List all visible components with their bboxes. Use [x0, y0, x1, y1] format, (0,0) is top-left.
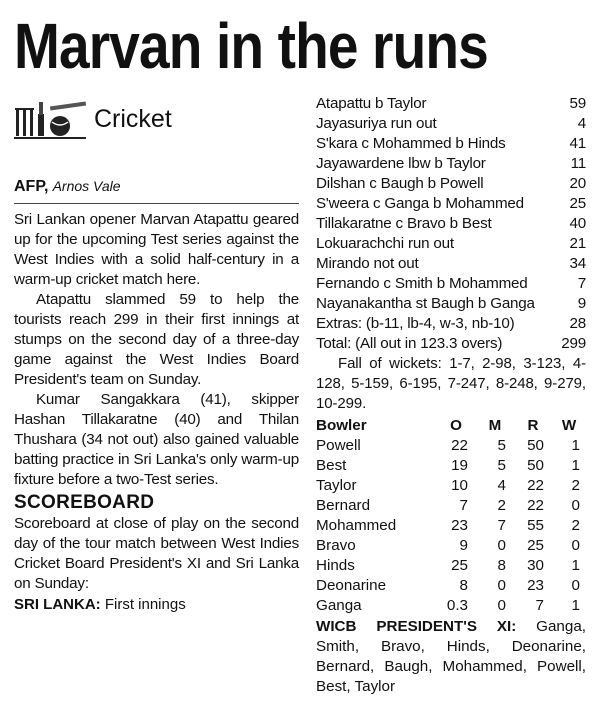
bowling-stat: 2 [497, 497, 506, 514]
batting-entry: S'kara c Mohammed b Hinds [316, 135, 506, 152]
batting-runs: 4 [577, 115, 586, 132]
bowling-stat: 22 [451, 437, 468, 454]
bowling-stat: 8 [459, 577, 468, 594]
bowling-stat: 5 [497, 437, 506, 454]
bowling-stat: 7 [459, 497, 468, 514]
bowling-stat: 10 [451, 477, 468, 494]
bowling-header-cell: Bowler [316, 417, 367, 434]
innings-team: SRI LANKA: [14, 596, 101, 613]
bowling-stat: 7 [535, 597, 544, 614]
fall-of-wickets-text: 1-7, 2-98, 3-123, 4-128, 5-159, 6-195, 7-247, 8-248, 9-279, 10-299. [316, 355, 586, 412]
batting-entry: Fernando c Smith b Mohammed [316, 275, 528, 292]
headline: Marvan in the runs [14, 10, 488, 82]
bowling-row [316, 496, 586, 516]
bowling-stat: 25 [451, 557, 468, 574]
bowling-stat: 0 [497, 597, 506, 614]
byline-location: Arnos Vale [52, 178, 121, 194]
batting-row [316, 194, 586, 214]
batting-runs: 7 [577, 275, 586, 292]
bowler-name: Bernard [316, 497, 371, 514]
batting-entry: Dilshan c Baugh b Powell [316, 175, 484, 192]
bowling-row [316, 436, 586, 456]
batting-row [316, 214, 586, 234]
batting-runs: 40 [569, 215, 586, 232]
bowling-row [316, 536, 586, 556]
bowler-name: Powell [316, 437, 361, 454]
innings-heading [14, 595, 299, 615]
scorecard-column [316, 94, 586, 697]
batting-list [316, 94, 586, 354]
batting-entry: Lokuarachchi run out [316, 235, 454, 252]
batting-entry: Extras: (b-11, lb-4, w-3, nb-10) [316, 315, 515, 332]
batting-row [316, 254, 586, 274]
bowling-stat: 2 [571, 517, 580, 534]
bowling-header-cell: O [450, 417, 462, 434]
bowling-stat: 7 [497, 517, 506, 534]
bowling-stat: 1 [571, 597, 580, 614]
bowling-table [316, 416, 586, 616]
bowling-stat: 0 [571, 537, 580, 554]
batting-entry: S'weera c Ganga b Mohammed [316, 195, 524, 212]
bowling-stat: 22 [527, 477, 544, 494]
bowling-stat: 0.3 [446, 597, 468, 614]
article-paragraph: Sri Lankan opener Marvan Atapattu geared up for the upcoming Test series against the West Indies with a solid half-century in a warm-up cricket match here. [14, 211, 299, 288]
bowling-stat: 30 [527, 557, 544, 574]
bowling-row [316, 596, 586, 616]
batting-entry: Atapattu b Taylor [316, 95, 427, 112]
bowler-name: Deonarine [316, 577, 387, 594]
wicb-xi [316, 617, 586, 697]
batting-entry: Nayanakantha st Baugh b Ganga [316, 295, 535, 312]
bowling-stat: 23 [451, 517, 468, 534]
batting-row [316, 154, 586, 174]
bowling-header-cell: W [561, 417, 577, 434]
bowling-stat: 22 [527, 497, 544, 514]
divider [14, 203, 299, 204]
byline-agency: AFP, [14, 178, 49, 195]
batting-runs: 25 [569, 195, 586, 212]
bowling-stat: 0 [571, 577, 580, 594]
wicb-xi-players: Ganga, Smith, Bravo, Hinds, Deonarine, Bernard, Baugh, Mohammed, Powell, Best, Taylor [316, 618, 586, 695]
bowling-stat: 0 [571, 497, 580, 514]
batting-row [316, 314, 586, 334]
bowling-stat: 5 [497, 457, 506, 474]
bowling-row [316, 556, 586, 576]
fall-of-wickets [316, 354, 586, 414]
batting-runs: 11 [570, 155, 586, 172]
wicb-xi-label: WICB PRESIDENT'S XI: [316, 618, 517, 635]
cricket-logo-icon [14, 100, 88, 140]
batting-entry: Tillakaratne c Bravo b Best [316, 215, 492, 232]
batting-runs: 20 [569, 175, 586, 192]
batting-runs: 34 [569, 255, 586, 272]
batting-runs: 28 [569, 315, 586, 332]
article-column [14, 96, 299, 615]
bowling-stat: 50 [527, 457, 544, 474]
batting-runs: 299 [561, 335, 586, 352]
section-label: Cricket [94, 105, 172, 133]
byline [14, 176, 299, 197]
batting-entry: Total: (All out in 123.3 overs) [316, 335, 503, 352]
scoreboard-heading: SCOREBOARD [14, 492, 155, 513]
bowling-stat: 0 [497, 577, 506, 594]
bowler-name: Taylor [316, 477, 357, 494]
bowling-row [316, 576, 586, 596]
bowling-row [316, 516, 586, 536]
bowling-stat: 1 [571, 557, 580, 574]
bowling-stat: 4 [497, 477, 506, 494]
scoreboard-intro: Scoreboard at close of play on the second day of the tour match between West Indies Cricket Board President's XI and Sri Lanka on Sunday: [14, 515, 299, 592]
bowling-stat: 55 [527, 517, 544, 534]
batting-runs: 9 [577, 295, 586, 312]
batting-entry: Mirando not out [316, 255, 419, 272]
bowler-name: Best [316, 457, 347, 474]
bowling-stat: 0 [497, 537, 506, 554]
batting-runs: 41 [569, 135, 586, 152]
bowling-header-row [316, 416, 586, 436]
bowling-body [316, 436, 586, 616]
innings-label: First innings [104, 596, 186, 613]
batting-row [316, 114, 586, 134]
bowling-header-cell: R [527, 417, 539, 434]
bowling-row [316, 476, 586, 496]
batting-row [316, 294, 586, 314]
bowling-stat: 1 [571, 457, 580, 474]
batting-row [316, 274, 586, 294]
bowling-stat: 2 [571, 477, 580, 494]
bowling-stat: 23 [527, 577, 544, 594]
fall-of-wickets-label: Fall of wickets: [338, 355, 442, 372]
bowling-stat: 50 [527, 437, 544, 454]
bowling-stat: 19 [451, 457, 468, 474]
bowler-name: Bravo [316, 537, 356, 554]
batting-entry: Jayasuriya run out [316, 115, 437, 132]
batting-row [316, 334, 586, 354]
batting-runs: 59 [569, 95, 586, 112]
batting-row [316, 174, 586, 194]
bowling-header-cell: M [488, 417, 502, 434]
bowling-stat: 8 [497, 557, 506, 574]
batting-row [316, 94, 586, 114]
batting-runs: 21 [569, 235, 586, 252]
article-paragraph: Atapattu slammed 59 to help the tourists reach 299 in their first innings at stumps on the second day of a three-day game against the West Indies Board President's team on Sunday. [14, 291, 299, 388]
bowler-name: Mohammed [316, 517, 397, 534]
batting-row [316, 134, 586, 154]
bowling-stat: 1 [571, 437, 580, 454]
section-header [14, 98, 299, 142]
article-paragraph: Kumar Sangakkara (41), skipper Hashan Tillakaratne (40) and Thilan Thushara (34 not out) also gained valuable batting practice in Sri Lanka's only warm-up fixture before a two-Test series. [14, 391, 299, 488]
batting-entry: Jayawardene lbw b Taylor [316, 155, 486, 172]
bowling-stat: 9 [459, 537, 468, 554]
batting-row [316, 234, 586, 254]
bowling-stat: 25 [527, 537, 544, 554]
bowling-row [316, 456, 586, 476]
bowler-name: Hinds [316, 557, 355, 574]
bowler-name: Ganga [316, 597, 362, 614]
